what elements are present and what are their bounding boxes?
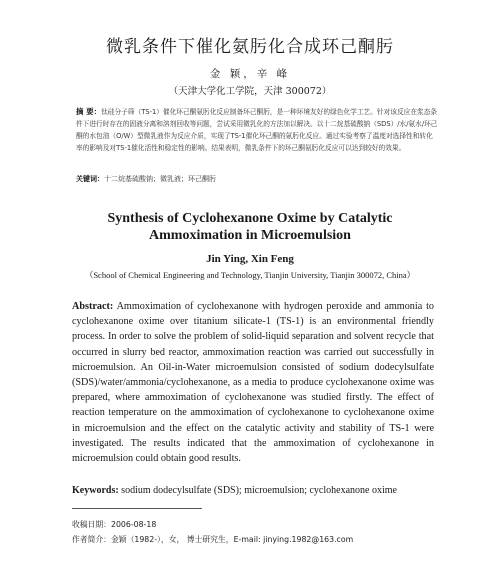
english-keywords bbox=[72, 485, 442, 496]
footnote-divider bbox=[72, 508, 202, 509]
footnote-author-info: 作者简介：金颖（1982-），女， 博士研究生，E-mail: jinying.1982@163.com bbox=[72, 535, 354, 544]
english-abstract-text: Ammoximation of cyclohexanone with hydrogen peroxide and ammonia to cyclohexanone oxime over titanium silicate-1 (TS-1) is an environmental friendly process. In order to solve the problem of solid-liquid separation and solvent recycle that occurred in slurry bed reactor, ammoximation reaction was carried out successfully in microemulsion. An Oil-in-Water microemulsion consisted of sodium dodecylsulfate (SDS)/water/ammonia/cyclohexanone, as a media to produce cyclohexanone oxime was prepared, where ammoximation of cyclohexanone was studied firstly. The effect of reaction temperature on the ammoximation of cyclohexanone to cyclohexanone oxime in microemulsion and the effect on the catalytic activity and stability of TS-1 were investigated. The results indicated that the ammoximation of cyclohexanone in microemulsion could obtain good results. bbox=[72, 301, 434, 465]
english-affiliation: （School of Chemical Engineering and Technology, Tianjin University, Tianjin 300072, China） bbox=[84, 270, 416, 280]
chinese-keywords-label: 关键词： bbox=[76, 175, 104, 183]
chinese-abstract bbox=[76, 106, 438, 154]
english-title-line1: Synthesis of Cyclohexanone Oxime by Catalytic bbox=[107, 211, 393, 226]
chinese-affiliation: （天津大学化工学院，天津 300072） bbox=[168, 86, 332, 97]
english-authors: Jin Ying, Xin Feng bbox=[206, 253, 294, 265]
chinese-title: 微乳条件下催化氨肟化合成环己酮肟 bbox=[106, 37, 394, 57]
footnote-received-date: 收稿日期：2006-08-18 bbox=[72, 520, 157, 529]
chinese-keywords bbox=[76, 174, 438, 184]
english-title-line2: Ammoximation in Microemulsion bbox=[149, 228, 351, 243]
chinese-abstract-label: 摘 要： bbox=[76, 107, 102, 116]
chinese-abstract-text: 钛硅分子筛（TS-1）催化环己酮氨肟化反应制备环己酮肟，是一种环境友好的绿色化学工艺。针对该反应在浆态条件下进行时存在的固液分离和溶剂回收等问题，尝试采用微乳化的方法加以解决。以十二烷基硫酸钠（SDS）/水/氨水/环己酮的水包油（O/W）型微乳液作为反应介质，实现了TS-1催化环己酮的氨肟化反应。通过实验考察了温度对选择性和转化率的影响及对TS-1催化活性和稳定性的影响。结果表明，微乳条件下的环己酮氨肟化反应可以达到较好的效果。 bbox=[76, 108, 438, 152]
chinese-keywords-text: 十二烷基硫酸钠；微乳液；环己酮肟 bbox=[104, 175, 216, 183]
english-abstract bbox=[72, 299, 434, 466]
english-title bbox=[40, 210, 460, 244]
english-abstract-label: Abstract: bbox=[72, 301, 114, 312]
english-keywords-label: Keywords: bbox=[72, 485, 119, 496]
chinese-authors: 金 颖，辛 峰 bbox=[209, 68, 291, 80]
english-keywords-text: sodium dodecylsulfate (SDS); microemulsion; cyclohexanone oxime bbox=[118, 485, 397, 496]
